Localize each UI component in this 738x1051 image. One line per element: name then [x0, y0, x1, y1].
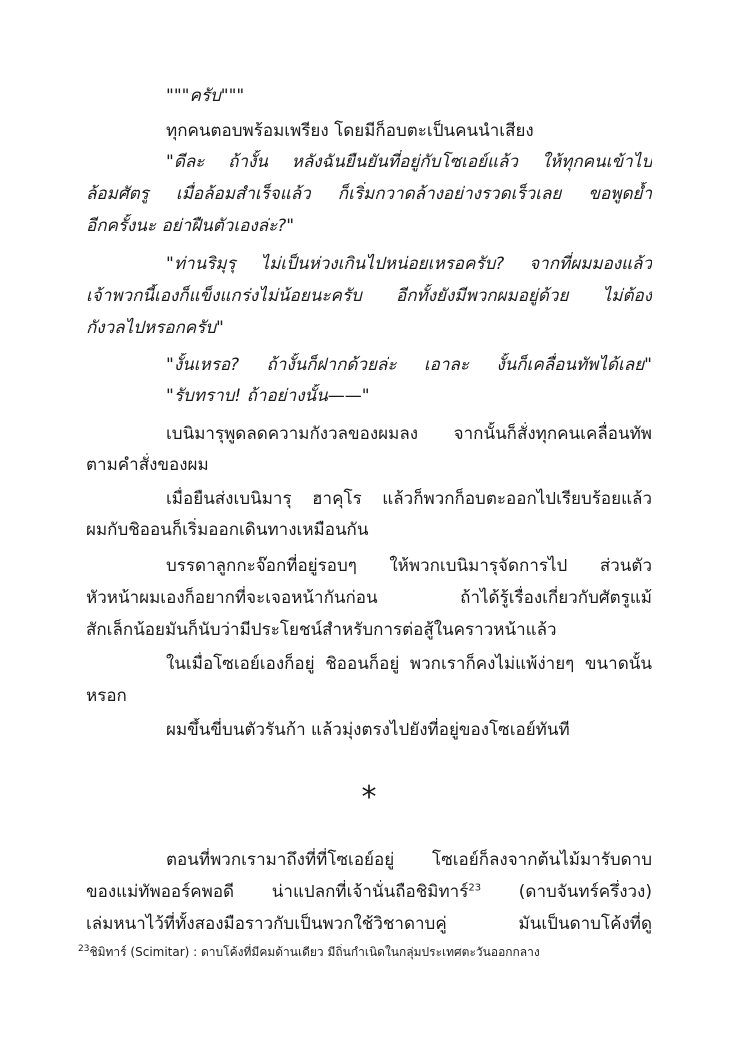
dialogue-line: เจ้าพวกนี้เองก็แข็งแกร่งไม่น้อยนะครับ อีกทั้งยังมีพวกผมอยู่ด้วย ไม่ต้อง [86, 286, 652, 306]
narration-line: เบนิมารุพูดลดความกังวลของผมลง จากนั้นก็สั่งทุกคนเคลื่อนทัพ [166, 424, 652, 444]
dialogue-line: ล้อมศัตรู เมื่อล้อมสำเร็จแล้ว ก็เริ่มกวาดล้างอย่างรวดเร็วเลย ขอพูดย้ำ [86, 184, 652, 204]
footnote-marker: 23 [78, 944, 90, 954]
narration-line: เมื่อยืนส่งเบนิมารุ ฮาคุโร แล้วก็พวกก็อบตะออกไปเรียบร้อยแล้ว [166, 489, 652, 509]
dialogue-line: "ดีละ ถ้างั้น หลังฉันยืนยันที่อยู่กับโซเอย์แล้ว ให้ทุกคนเข้าไป [166, 152, 652, 172]
narration-text: ของแม่ทัพออร์คพอดี น่าแปลกที่เจ้านั่นถือชิมิทาร์ [86, 882, 469, 902]
narration-line: ผมกับชิออนก็เริ่มออกเดินทางเหมือนกัน [86, 520, 369, 540]
narration-line [86, 880, 652, 904]
narration-line: ตอนที่พวกเรามาถึงที่ที่โซเอย์อยู่ โซเอย์ก็ลงจากต้นไม้มารับดาบ [166, 850, 652, 870]
narration-line: หัวหน้าผมเองก็อยากที่จะเจอหน้ากันก่อน ถ้าได้รู้เรื่องเกี่ยวกับศัตรูแม้ [86, 588, 652, 608]
narration-line: หรอก [86, 686, 127, 706]
dialogue-line: """ครับ""" [166, 86, 245, 106]
dialogue-line: "งั้นเหรอ? ถ้างั้นก็ฝากด้วยล่ะ เอาละ งั้นก็เคลื่อนทัพได้เลย" [166, 355, 652, 375]
footnote [78, 944, 652, 960]
dialogue-line: "ท่านริมุรุ ไม่เป็นห่วงเกินไปหน่อยเหรอครับ? จากที่ผมมองแล้ว [166, 254, 652, 274]
scene-separator: * [361, 780, 377, 815]
footnote-text: ชิมิทาร์ (Scimitar) : ดาบโค้งที่มีคมด้านเดียว มีถิ่นกำเนิดในกลุ่มประเทศตะวันออกกลาง [89, 945, 540, 959]
dialogue-line: "รับทราบ! ถ้าอย่างนั้น——" [166, 386, 370, 406]
narration-line: ในเมื่อโซเอย์เองก็อยู่ ชิออนก็อยู่ พวกเราก็คงไม่แพ้ง่ายๆ ขนาดนั้น [166, 654, 652, 674]
narration-line: บรรดาลูกกะจ๊อกที่อยู่รอบๆ ให้พวกเบนิมารุจัดการไป ส่วนตัว [166, 556, 652, 576]
footnote-reference[interactable]: 23 [468, 882, 482, 894]
narration-line: สักเล็กน้อยมันก็นับว่ามีประโยชน์สำหรับการต่อสู้ในคราวหน้าแล้ว [86, 620, 557, 640]
dialogue-line: อีกครั้งนะ อย่าฝืนตัวเองล่ะ?" [86, 216, 295, 236]
narration-line: ผมขึ้นขี่บนตัวรันก้า แล้วมุ่งตรงไปยังที่อยู่ของโซเอย์ทันที [166, 720, 570, 740]
narration-text: (ดาบจันทร์ครึ่งวง) [481, 882, 652, 902]
narration-line: ทุกคนตอบพร้อมเพรียง โดยมีก็อบตะเป็นคนนำเสียง [166, 121, 534, 141]
dialogue-line: กังวลไปหรอกครับ" [86, 318, 224, 338]
narration-line: เล่มหนาไว้ที่ทั้งสองมือราวกับเป็นพวกใช้วิชาดาบคู่ มันเป็นดาบโค้งที่ดู [86, 914, 652, 934]
narration-line: ตามคำสั่งของผม [86, 455, 209, 475]
